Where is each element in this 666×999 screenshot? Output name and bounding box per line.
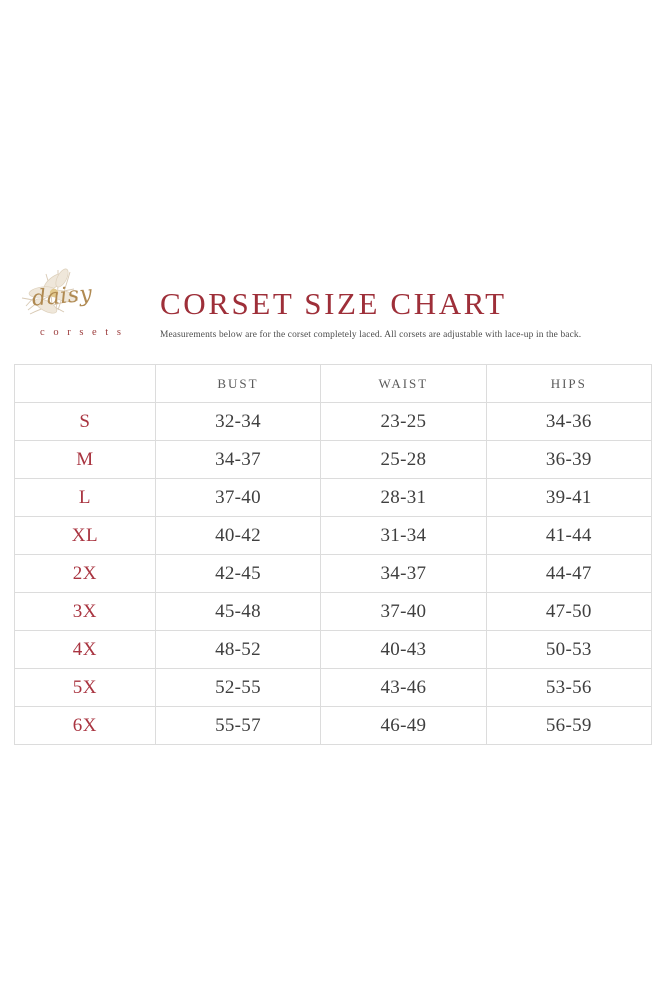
cell-bust: 48-52	[155, 631, 320, 669]
table-row	[15, 479, 652, 517]
cell-size: 4X	[15, 631, 156, 669]
table-row	[15, 441, 652, 479]
cell-waist: 31-34	[321, 517, 486, 555]
cell-bust: 52-55	[155, 669, 320, 707]
cell-bust: 55-57	[155, 707, 320, 745]
column-header-bust: BUST	[155, 365, 320, 403]
table-row	[15, 403, 652, 441]
table-row	[15, 517, 652, 555]
table-header-row	[15, 365, 652, 403]
cell-waist: 34-37	[321, 555, 486, 593]
cell-bust: 45-48	[155, 593, 320, 631]
table-row	[15, 593, 652, 631]
column-header-hips: HIPS	[486, 365, 651, 403]
cell-hips: 44-47	[486, 555, 651, 593]
cell-bust: 42-45	[155, 555, 320, 593]
cell-hips: 47-50	[486, 593, 651, 631]
cell-bust: 40-42	[155, 517, 320, 555]
cell-size: 2X	[15, 555, 156, 593]
chart-header	[14, 248, 652, 356]
cell-bust: 32-34	[155, 403, 320, 441]
cell-size: L	[15, 479, 156, 517]
cell-size: 5X	[15, 669, 156, 707]
table-row	[15, 707, 652, 745]
cell-hips: 39-41	[486, 479, 651, 517]
measurement-note: Measurements below are for the corset completely laced. All corsets are adjustable with lace-up in the back.	[160, 330, 582, 340]
cell-size: 3X	[15, 593, 156, 631]
cell-hips: 50-53	[486, 631, 651, 669]
cell-hips: 34-36	[486, 403, 651, 441]
brand-logo	[16, 256, 146, 356]
cell-waist: 46-49	[321, 707, 486, 745]
column-header-size	[15, 365, 156, 403]
cell-hips: 41-44	[486, 517, 651, 555]
cell-size: S	[15, 403, 156, 441]
title-wrap	[146, 288, 652, 356]
cell-size: XL	[15, 517, 156, 555]
cell-waist: 40-43	[321, 631, 486, 669]
cell-waist: 28-31	[321, 479, 486, 517]
column-header-waist: WAIST	[321, 365, 486, 403]
table-header	[15, 365, 652, 403]
cell-size: 6X	[15, 707, 156, 745]
cell-bust: 37-40	[155, 479, 320, 517]
cell-bust: 34-37	[155, 441, 320, 479]
page-title: CORSET SIZE CHART	[160, 286, 507, 322]
table-body	[15, 403, 652, 745]
table-row	[15, 669, 652, 707]
table-row	[15, 555, 652, 593]
brand-name: daisy	[31, 281, 94, 312]
cell-waist: 43-46	[321, 669, 486, 707]
cell-waist: 37-40	[321, 593, 486, 631]
cell-waist: 23-25	[321, 403, 486, 441]
cell-size: M	[15, 441, 156, 479]
size-chart-block	[14, 248, 652, 745]
brand-subtitle: c o r s e t s	[40, 327, 124, 338]
cell-hips: 53-56	[486, 669, 651, 707]
cell-hips: 36-39	[486, 441, 651, 479]
cell-hips: 56-59	[486, 707, 651, 745]
table-row	[15, 631, 652, 669]
cell-waist: 25-28	[321, 441, 486, 479]
size-table	[14, 364, 652, 745]
